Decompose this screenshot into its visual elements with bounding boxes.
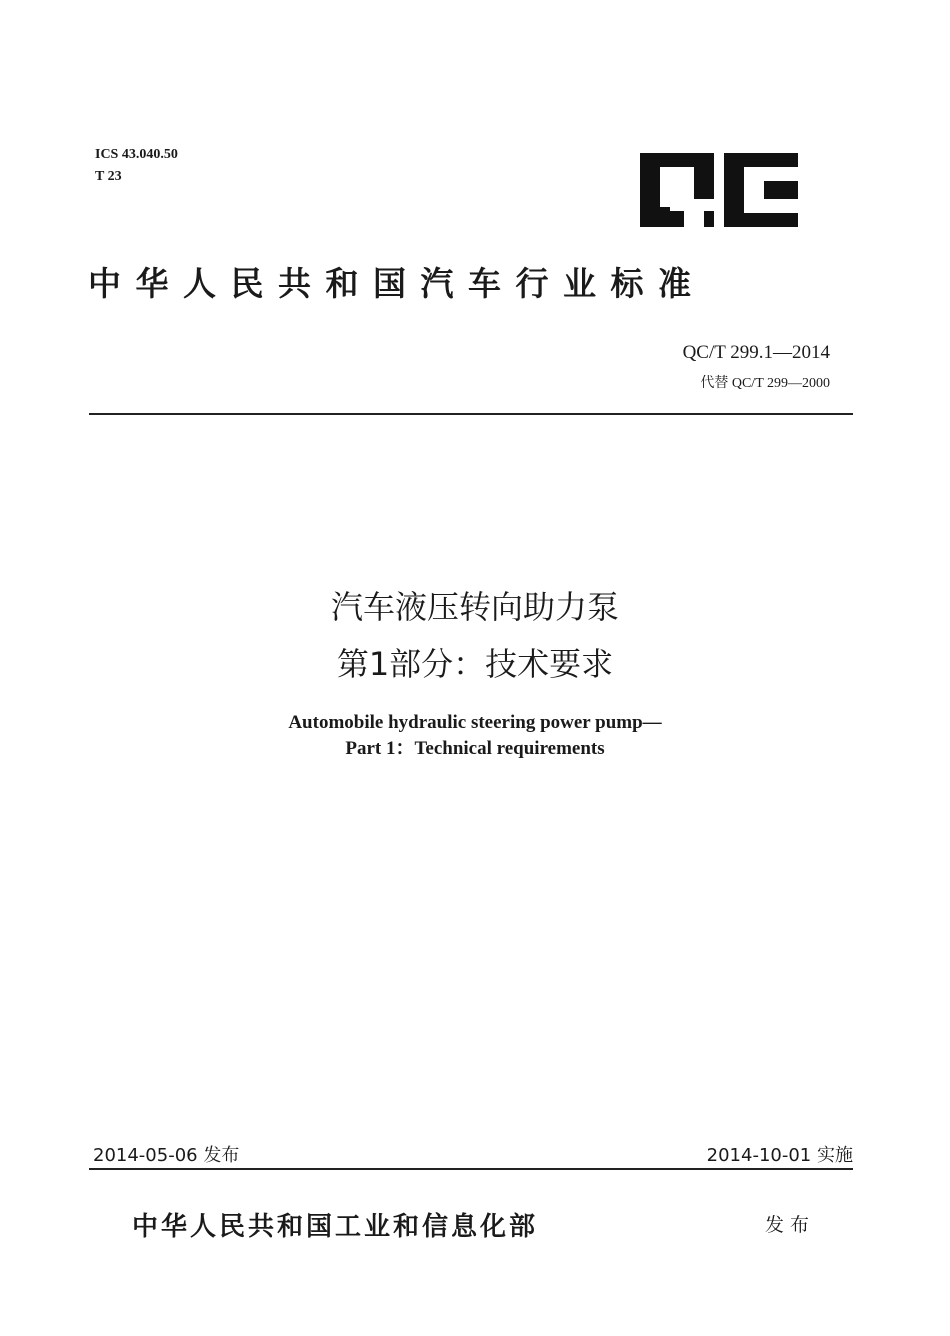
title-chinese-line2: 第1部分：技术要求 — [336, 645, 614, 683]
issuing-ministry: 中华人民共和国工业和信息化部 — [132, 1212, 539, 1242]
issue-date: 2014-05-06 发布 — [93, 1145, 240, 1166]
ccs-code: T 23 — [95, 169, 122, 184]
qc-logo — [640, 153, 798, 227]
issuing-authority-title: 中华人民共和国汽车行业标准 — [88, 264, 706, 303]
title-english-line1: Automobile hydraulic steering power pump— — [288, 712, 662, 733]
issuing-verb: 发布 — [765, 1214, 816, 1236]
classification-codes — [95, 144, 178, 188]
footer-divider — [89, 1168, 853, 1170]
header-divider — [89, 413, 853, 415]
ics-code: ICS 43.040.50 — [95, 147, 178, 162]
title-english-line2: Part 1：Technical requirements — [345, 738, 605, 759]
implementation-date: 2014-10-01 实施 — [706, 1145, 853, 1166]
replaces-standard: 代替 QC/T 299—2000 — [700, 376, 830, 391]
standard-number: QC/T 299.1—2014 — [682, 342, 830, 363]
title-chinese-line1: 汽车液压转向助力泵 — [330, 588, 619, 626]
